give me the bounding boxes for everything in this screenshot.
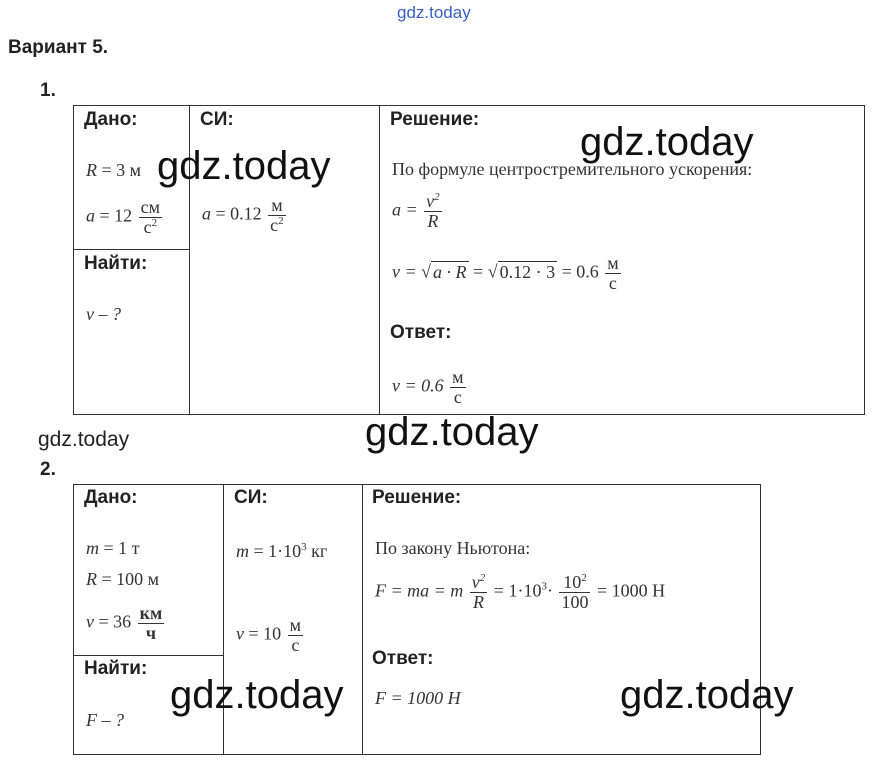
watermark: gdz.today (170, 673, 344, 717)
si-a-symbol: a (202, 203, 211, 224)
problem-1-given-radius (86, 160, 141, 181)
problem-1-divider-find (73, 249, 190, 250)
problem-2-formula-force: F = ma = m $\frac{v^2}{R}$ = $1\cdot 10^3\cdot$ $\frac{10^2}{100}$ = 1000 Н (375, 572, 666, 612)
problem-2-si-header: СИ: (234, 487, 268, 508)
si-a-unit-fraction (268, 196, 286, 235)
problem-1-given-acceleration (86, 198, 164, 237)
watermark: gdz.today (157, 144, 331, 188)
problem-2-answer-value: F = 1000 Н (375, 688, 461, 708)
si-v-unit-fraction: $\frac{м}{с}$ (289, 615, 302, 655)
sqrt-icon: √ (421, 261, 432, 282)
v-unit-fraction: $\frac{км}{ч}$ (139, 603, 163, 643)
watermark: gdz.today (365, 410, 539, 454)
si-a-value: = 0.12 (215, 203, 262, 224)
problem-1-si-acceleration (202, 196, 288, 235)
r-value: = 3 м (101, 160, 142, 180)
a-unit-fraction (139, 198, 162, 237)
problem-1-find-header: Найти: (84, 253, 148, 274)
problem-1-number: 1. (40, 80, 56, 101)
f2-unit-fraction: $\frac{м}{с}$ (607, 253, 619, 293)
problem-2-answer-header: Ответ: (372, 648, 434, 669)
variant-title: Вариант 5. (8, 37, 109, 58)
sqrt-icon: √ (487, 261, 498, 282)
problem-2-given-mass: m = 1 т (86, 538, 140, 558)
r-symbol: R (86, 160, 97, 180)
watermark: gdz.today (620, 673, 794, 717)
problem-1-answer-value: v = 0.6 $\frac{м}{с}$ (392, 367, 464, 407)
a-unit-num: см (140, 197, 161, 217)
problem-2-given-radius: R = 100 м (86, 569, 160, 589)
si-a-unit-den: $с^2$ (270, 214, 284, 235)
problem-1-divider-si (379, 105, 380, 415)
f-fraction-numbers: $\frac{10^2}{100}$ (561, 572, 589, 612)
problem-2-given-velocity: v = 36 $\frac{км}{ч}$ (86, 603, 163, 643)
problem-2-number: 2. (40, 459, 56, 480)
problem-2-si-velocity: v = 10 $\frac{м}{с}$ (236, 615, 302, 655)
watermark: gdz.today (38, 428, 130, 451)
watermark: gdz.today (580, 120, 754, 164)
site-logo[interactable]: gdz.today (397, 3, 471, 22)
problem-2-find-header: Найти: (84, 658, 148, 679)
problem-1-si-header: СИ: (200, 109, 234, 130)
answer-unit-fraction: $\frac{м}{с}$ (452, 367, 464, 407)
problem-2-find-value: F – ? (86, 710, 124, 730)
problem-1-solution-intro: По формуле центростремительного ускорения: (392, 159, 753, 179)
f-fraction-v2-r: $\frac{v^2}{R}$ (471, 572, 486, 612)
problem-2-divider-find (73, 655, 224, 656)
problem-2-solution-intro: По закону Ньютона: (375, 538, 531, 558)
problem-2-si-mass: $m = 1\cdot 10^3$ кг (236, 541, 328, 561)
problem-1-answer-header: Ответ: (390, 322, 452, 343)
a-value: = 12 (99, 205, 133, 226)
f1-fraction: $\frac{v^2}{R}$ (426, 191, 440, 231)
problem-2-solution-header: Решение: (372, 487, 462, 508)
problem-2-divider-si (362, 484, 363, 755)
problem-1-formula-acceleration: a = $\frac{v^2}{R}$ (392, 191, 440, 231)
si-a-unit-num: м (268, 196, 286, 216)
a-unit-den: $с^2$ (143, 216, 158, 237)
problem-1-formula-velocity: v = √ a · R = √ 0.12 · 3 = 0.6 $\frac{м}{с}$ (392, 253, 619, 293)
problem-1-given-header: Дано: (84, 109, 138, 130)
a-symbol: a (86, 205, 95, 226)
problem-1-solution-header: Решение: (390, 109, 480, 130)
problem-1-find-value: v – ? (86, 304, 121, 324)
problem-2-given-header: Дано: (84, 487, 138, 508)
